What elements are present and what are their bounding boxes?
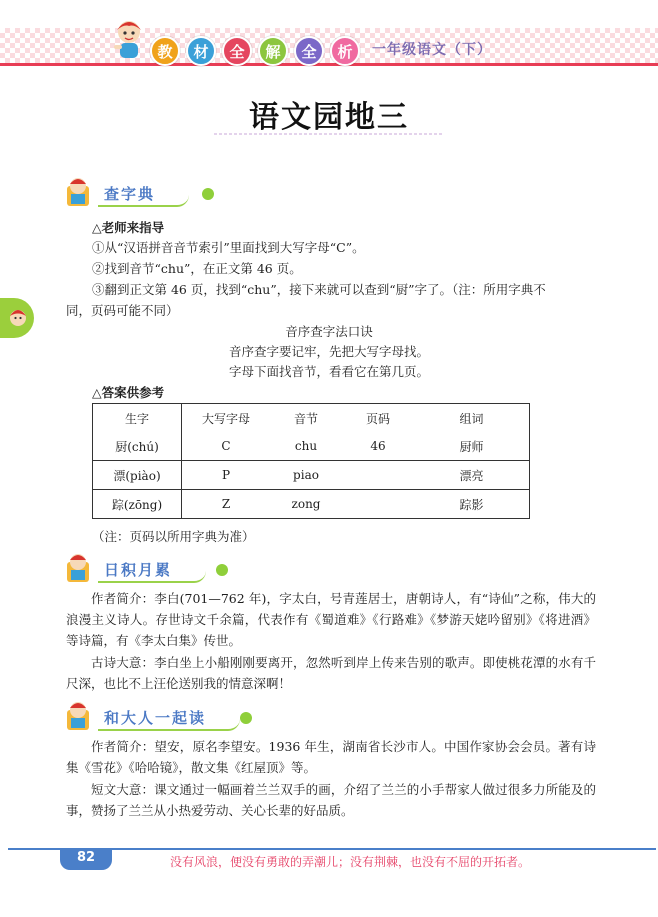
table-cell: Z — [182, 490, 271, 519]
table-cell: 踪(zōng) — [93, 490, 182, 519]
table-cell: 厨师 — [414, 432, 530, 461]
step-text: ②找到音节“chu”，在正文第 46 页。 — [92, 261, 302, 276]
section-title: 查字典 — [98, 183, 189, 207]
subject-label: 一年级语文（下） — [372, 42, 492, 58]
series-char: 解 — [258, 36, 288, 66]
teacher-heading: △老师来指导 — [92, 220, 165, 235]
author-intro: 作者简介：李白(701—762 年)，字太白，号青莲居士，唐朝诗人，有“诗仙”之称，伟大的浪漫主义诗人。存世诗文千余篇，代表作有《蜀道难》《行路难》《梦游天姥吟留别》《将进酒》等诗篇，有《李太白集》传世。 — [66, 591, 596, 648]
table-cell: chu — [270, 432, 342, 461]
table-cell — [342, 490, 414, 519]
title-underline — [214, 131, 444, 137]
reading-mascot-icon — [64, 700, 94, 732]
table-header-cell: 页码 — [342, 404, 414, 433]
table-note: （注：页码以所用字典为准） — [92, 529, 255, 544]
section-title: 日积月累 — [98, 559, 206, 583]
table-cell: zong — [270, 490, 342, 519]
dictionary-table — [92, 403, 530, 519]
table-header-cell: 音节 — [270, 404, 342, 433]
table-cell: C — [182, 432, 271, 461]
table-row — [93, 461, 530, 490]
table-cell: 漂(piào) — [93, 461, 182, 490]
series-char: 析 — [330, 36, 360, 66]
table-cell: 漂亮 — [414, 461, 530, 490]
reading-mascot-icon — [64, 552, 94, 584]
section-header-dictionary — [64, 176, 214, 210]
table-cell: P — [182, 461, 271, 490]
table-cell: 踪影 — [414, 490, 530, 519]
step-text: 同，页码可能不同） — [66, 303, 179, 318]
answer-heading: △答案供参考 — [92, 385, 165, 400]
rhyme-line: 音序查字要记牢，先把大写字母找。 — [228, 344, 429, 359]
step-text: ③翻到正文第 46 页，找到“chu”，接下来就可以查到“厨”字了。（注：所用字典不 — [92, 282, 546, 297]
page-number: 82 — [76, 850, 96, 865]
table-cell: piao — [270, 461, 342, 490]
section-title: 和大人一起读 — [98, 707, 240, 731]
series-char: 教 — [150, 36, 180, 66]
rhyme-line: 字母下面找音节，看看它在第几页。 — [228, 364, 429, 379]
table-cell — [342, 461, 414, 490]
story-meaning: 短文大意：课文通过一幅画着兰兰双手的画，介绍了兰兰的小手帮家人做过很多力所能及的事，赞扬了兰兰从小热爱劳动、关心长辈的好品质。 — [66, 782, 596, 818]
table-header-cell: 组词 — [414, 404, 530, 433]
table-row — [93, 432, 530, 461]
table-header-row — [93, 404, 530, 433]
section-dot — [240, 712, 252, 724]
table-cell: 厨(chú) — [93, 432, 182, 461]
section-dot — [202, 188, 214, 200]
series-char: 全 — [222, 36, 252, 66]
series-char: 全 — [294, 36, 324, 66]
footer-motto: 没有风浪，便没有勇敢的弄潮儿；没有荆棘，也没有不屈的开拓者。 — [170, 855, 531, 869]
table-header-cell: 生字 — [93, 404, 182, 433]
mascot-icon — [112, 18, 146, 62]
poem-meaning: 古诗大意：李白坐上小船刚刚要离开，忽然听到岸上传来告别的歌声。即使桃花潭的水有千尺深，也比不上汪伦送别我的情意深啊！ — [66, 655, 596, 691]
series-char: 材 — [186, 36, 216, 66]
table-cell: 46 — [342, 432, 414, 461]
rhyme-title: 音序查字法口诀 — [285, 324, 373, 339]
table-header-cell: 大写字母 — [182, 404, 271, 433]
step-text: ①从“汉语拼音音节索引”里面找到大写字母“C”。 — [92, 240, 365, 255]
series-title — [150, 36, 360, 66]
author-intro: 作者简介：望安，原名李望安。1936 年生，湖南省长沙市人。中国作家协会会员。著有诗集《雪花》《哈哈镜》，散文集《红屋顶》等。 — [66, 739, 596, 775]
section-header-read-together — [64, 700, 254, 734]
section-dot — [216, 564, 228, 576]
page-title: 语文园地三 — [249, 100, 409, 135]
table-row — [93, 490, 530, 519]
section-header-accumulation — [64, 552, 224, 586]
reading-mascot-icon — [64, 176, 94, 208]
